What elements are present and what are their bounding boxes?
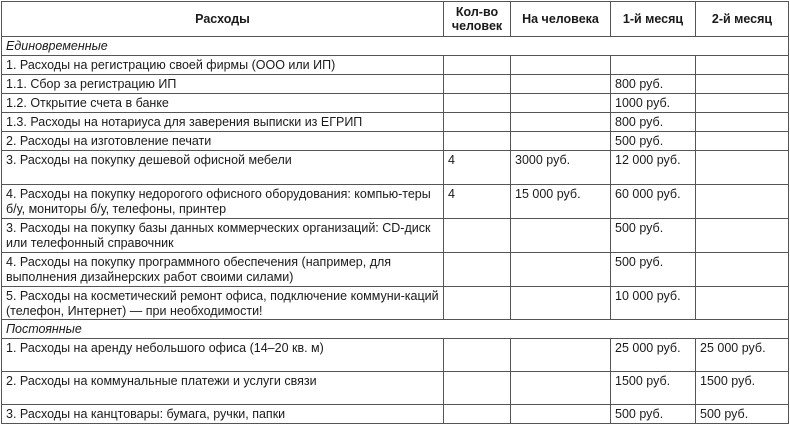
- table-row: [2, 185, 789, 219]
- cell-month1: 60 000 руб.: [611, 185, 696, 219]
- cell-per-person: 3000 руб.: [511, 151, 611, 185]
- cell-month2: [696, 94, 789, 113]
- cell-name: 4. Расходы на покупку программного обеспечения (например, для выполнения дизайнерских работ своими силами): [2, 253, 444, 287]
- cell-name: 1. Расходы на регистрацию своей фирмы (ООО или ИП): [2, 56, 444, 75]
- cell-name: 1.3. Расходы на нотариуса для заверения выписки из ЕГРИП: [2, 113, 444, 132]
- cell-per-person: [511, 253, 611, 287]
- cell-per-person: [511, 339, 611, 372]
- cell-month2: [696, 75, 789, 94]
- cell-month1: 1500 руб.: [611, 372, 696, 405]
- cell-month2: [696, 151, 789, 185]
- cell-per-person: [511, 56, 611, 75]
- cell-name: 3. Расходы на покупку дешевой офисной мебели: [2, 151, 444, 185]
- cell-month2: 25 000 руб.: [696, 339, 789, 372]
- cell-qty: 4: [444, 151, 511, 185]
- cell-month2: [696, 185, 789, 219]
- cell-month1: 500 руб.: [611, 132, 696, 151]
- header-month1: 1-й месяц: [611, 2, 696, 37]
- cell-month1: 500 руб.: [611, 253, 696, 287]
- table-row: [2, 253, 789, 287]
- header-row: [2, 2, 789, 37]
- table-body: [2, 37, 789, 424]
- header-expenses: Расходы: [2, 2, 444, 37]
- header-qty: Кол-во человек: [444, 2, 511, 37]
- cell-month1: 500 руб.: [611, 219, 696, 253]
- cell-per-person: [511, 94, 611, 113]
- cell-month1: 800 руб.: [611, 113, 696, 132]
- cell-month2: 1500 руб.: [696, 372, 789, 405]
- cell-name: 5. Расходы на косметический ремонт офиса, подключение коммуни-каций (телефон, Интернет) — при необходимости!: [2, 287, 444, 320]
- cell-name: 3. Расходы на канцтовары: бумага, ручки, папки: [2, 405, 444, 424]
- cell-per-person: [511, 132, 611, 151]
- cell-qty: [444, 287, 511, 320]
- cell-month1: 800 руб.: [611, 75, 696, 94]
- table-row: [2, 372, 789, 405]
- section-title: Постоянные: [2, 320, 789, 339]
- cell-per-person: 15 000 руб.: [511, 185, 611, 219]
- cell-qty: [444, 339, 511, 372]
- cell-month1: 12 000 руб.: [611, 151, 696, 185]
- table-row: [2, 219, 789, 253]
- cell-qty: [444, 56, 511, 75]
- cell-qty: [444, 253, 511, 287]
- cell-month1: 500 руб.: [611, 405, 696, 424]
- cell-per-person: [511, 75, 611, 94]
- cell-per-person: [511, 113, 611, 132]
- cell-qty: [444, 94, 511, 113]
- section-row: [2, 320, 789, 339]
- cell-qty: 4: [444, 185, 511, 219]
- cell-name: 2. Расходы на коммунальные платежи и услуги связи: [2, 372, 444, 405]
- cell-per-person: [511, 372, 611, 405]
- cell-name: 1.1. Сбор за регистрацию ИП: [2, 75, 444, 94]
- cell-per-person: [511, 287, 611, 320]
- cell-name: 3. Расходы на покупку базы данных коммерческих организаций: CD-диск или телефонный справочник: [2, 219, 444, 253]
- cell-qty: [444, 75, 511, 94]
- cell-qty: [444, 132, 511, 151]
- cell-month1: [611, 56, 696, 75]
- cell-month1: 25 000 руб.: [611, 339, 696, 372]
- table-row: [2, 405, 789, 424]
- header-per-person: На человека: [511, 2, 611, 37]
- cell-month2: [696, 287, 789, 320]
- table-row: [2, 56, 789, 75]
- section-title: Единовременные: [2, 37, 789, 56]
- cell-qty: [444, 219, 511, 253]
- cell-per-person: [511, 405, 611, 424]
- section-row: [2, 37, 789, 56]
- cell-name: 1. Расходы на аренду небольшого офиса (14–20 кв. м): [2, 339, 444, 372]
- cell-month2: [696, 219, 789, 253]
- table-row: [2, 287, 789, 320]
- table-row: [2, 339, 789, 372]
- cell-name: 4. Расходы на покупку недорогого офисного оборудования: компью-теры б/у, мониторы б/у, телефоны, принтер: [2, 185, 444, 219]
- cell-qty: [444, 113, 511, 132]
- cell-month1: 10 000 руб.: [611, 287, 696, 320]
- table-row: [2, 94, 789, 113]
- table-row: [2, 75, 789, 94]
- cell-month2: [696, 113, 789, 132]
- cell-per-person: [511, 219, 611, 253]
- cell-name: 2. Расходы на изготовление печати: [2, 132, 444, 151]
- expenses-table: [1, 1, 789, 424]
- table-row: [2, 113, 789, 132]
- cell-month1: 1000 руб.: [611, 94, 696, 113]
- table-row: [2, 132, 789, 151]
- cell-month2: [696, 132, 789, 151]
- cell-month2: [696, 253, 789, 287]
- cell-qty: [444, 372, 511, 405]
- table-row: [2, 151, 789, 185]
- cell-qty: [444, 405, 511, 424]
- cell-month2: 500 руб.: [696, 405, 789, 424]
- cell-month2: [696, 56, 789, 75]
- header-month2: 2-й месяц: [696, 2, 789, 37]
- cell-name: 1.2. Открытие счета в банке: [2, 94, 444, 113]
